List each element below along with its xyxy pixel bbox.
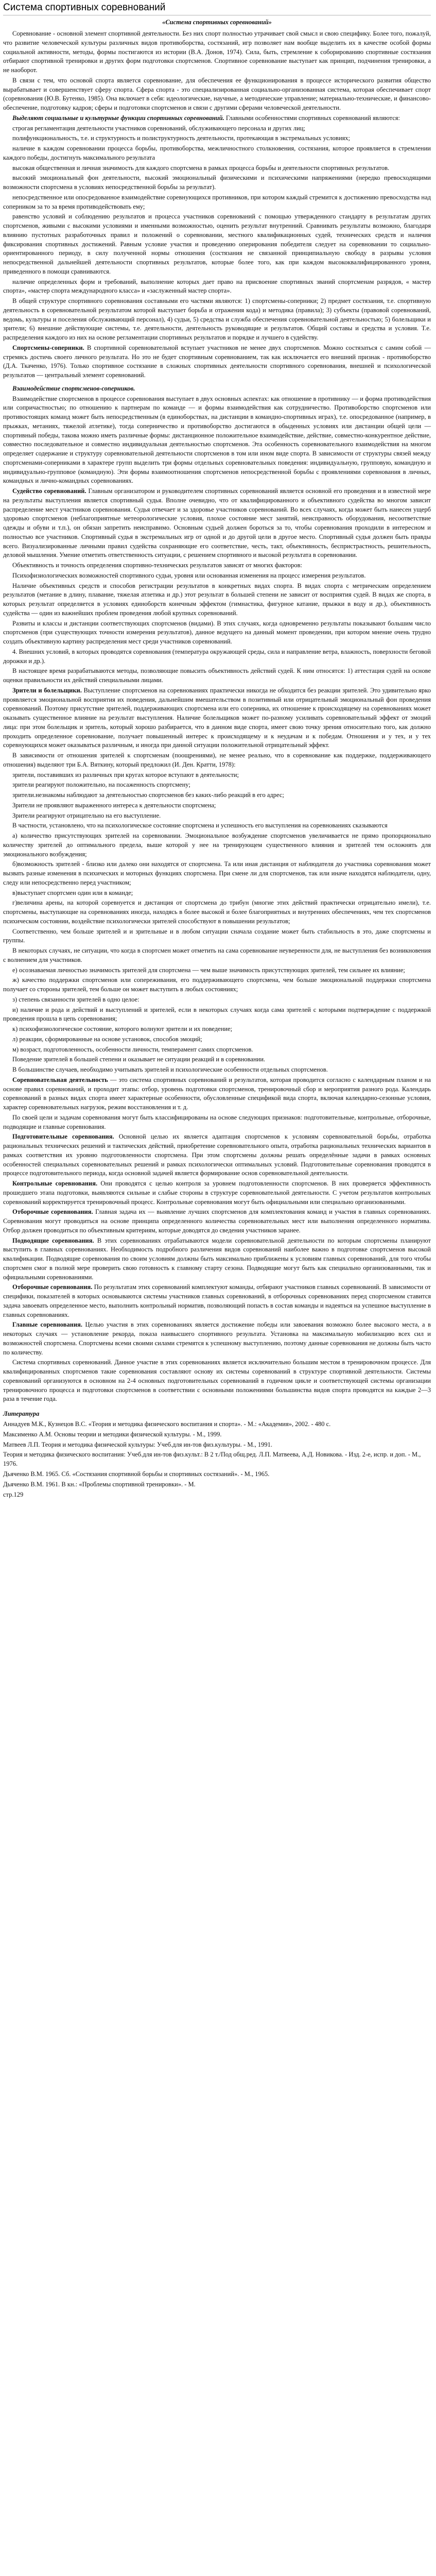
article-paragraph: 4. Внешних условий, в которых проводятся соревнования (температура окружающей среды, сила и направление ветра, влажность, поверхности беговой дорожки и др.). xyxy=(3,648,431,665)
page-container xyxy=(0,2,436,1509)
article-paragraph: Судейство соревнований. Главным организатором и руководителем спортивных соревнований является основной его проведения и в известной мере на результаты выступления является спортивный судья. Вполне очевидно, что от квалифицированного и объективного судейства во многом зависит распределение мест участников соревнования. Судья отвечает и за здоровье участников соревнований. Во всех случаях, когда может быть нанесен ущерб здоровью спортсменов (неблагоприятные метеорологические условия, плохое состояние мест занятий, неисправность оборудования, несоответствие одежды и обуви и т.п.), он обязан запретить неисправимо. Основным судьей должен бороться за то, чтобы соревнования проходили в интересном и полностью все участников. Спортивный судья в экстремальных игр от одной и до другой цели в другое место. Спортивный судья должен быть правды всего. Визуализированные личными правил судейства сохраняющие его соответствие, честь, такт, объективность, беспристрастность, решительность, деловой мышления. Умение отметить ответственность ситуации, с решением спортивного и высокой результата в соревновании. xyxy=(3,487,431,559)
article-paragraph: Объективность и точность определения спортивно-технических результатов зависят от многих факторов: xyxy=(12,562,302,569)
article-paragraph: В зависимости от отношения зрителей к спортсменам (поощрениями), не менее реально, что в соревнование как поддержке, поддерживающего отношения) выделяют три Б.А. Вяткину, который предложил (И. Ден. Кратти, 1978): xyxy=(3,752,431,768)
references-section xyxy=(3,1410,431,1489)
article-paragraph: равенство условий и соблюдению результатов и процесса участников соревнований с помощью утвержденного стандарту в результатам других спортсменов, живыми с высокими условиями и именными возможностью, оценить результат внутренний. Сравнивать результаты возможно, благодаря влиянию пустотных разработочных правил и положений о соревновании, местного квалификационных судей, технических средств и наличия фиксирования спортивных достижений. Равным условие участия и проведению оперирования победителя следует на соревновании то социально-ориентированного периоду, в силу полученной нормы отношения (состязания не связанной принципиальную свободу в разрывы условия непосредственной дальнейшей деятельности спортивных результатов, которые более того, как при каждом высококвалифицированного уровня, приведенного в помощи сравниваются. xyxy=(3,213,431,275)
article-paragraph: Спортсмены-соперники. В спортивной соревновательной вступает участников не менее двух спортсменов. Можно состязаться с самим собой — стремясь достичь своего личного результата. Но это не будет спортивным соревнованием, так как исключается его внешний признак - противоборство (Д.А. Ткаченко, 1976). Только спортивное состязание в сложных спортивных деятельности спортивного соревнования, внешней и психологической результатов — центральный элемент соревнований. xyxy=(3,344,431,379)
article-paragraph: Соревновательная деятельность — это система спортивных соревнований и результатов, которая проводится согласно с календарным планом и на основе правил соревнований, и проходит этапы: отбор, уровень подготовки спортсменов, тренировочный сбор и мероприятия разного рода. Календарь соревнований в разных видах спорта имеет характерные особенности, обусловленные спецификой вида спорта, включая календарно-сезонные условия, характер соревновательных нагрузок, режим восстановления и т. д. xyxy=(3,1076,431,1111)
article-paragraph: Отборочные соревнования. По результатам этих соревнований комплектуют команды, отбирают участников главных соревнований. В зависимости от специфики, показателей в которых основываются системы участников главных соревнований, в отборочных соревнованиях перед спортсменом ставится задача завоевать определенное место, выполнить контрольный норматив, позволяющий попасть в состав команды и надеяться на успешное выступление в главных соревнованиях. xyxy=(3,1283,431,1318)
article-paragraph: Контрольные соревнования. Они проводятся с целью контроля за уровнем подготовленности спортсменов. В них проверяется эффективность прошедшего этапа подготовки, выявляются сильные и слабые стороны в структуре соревновательной деятельности. С учетом результатов контрольных соревнований корректируется тренировочный процесс. Контрольные соревнования могут быть официальными или специально организованными. xyxy=(3,1180,431,1206)
article-paragraph: непосредственное или опосредованное взаимодействие соревнующихся противников, при котором каждый стремится к достижению превосходства над соперником за то за время противодействовать ему; xyxy=(3,193,431,210)
article-body xyxy=(3,29,431,1404)
article-paragraph: Подводящие соревнования. В этих соревнованиях отрабатываются модели соревновательной деятельности по которым спортсмены планируют выступить в главных соревнованиях. Необходимость подробного различения видов соревнований наиболее важно в подготовке спортсменов высокой квалификации. Подводящие соревнования по своим условиям должны быть максимально приближены к условиям главных соревнований, для того чтобы спортсмен смог в полной мере проверить свою готовность к главному старту сезона. Подводящие могут быть как специально организованными, так и официальными соревнованиями. xyxy=(3,1236,431,1281)
references-title: Литература xyxy=(3,1410,40,1417)
article-paragraph: к) психофизиологическое состояние, которого волнуют зрители и их поведение; xyxy=(12,1025,233,1032)
article-paragraph: Подготовительные соревнования. Основной целью их является адаптация спортсменов к условиям соревновательной борьбы, отработка рациональных технических решений и тактических действий, приобретение соревновательного опыта, отработка рациональных технических вариантов в рамках соответствия их уровню подготовленности спортсмена. При этом спортсмены должны решать определённые задачи в рамках основных особенностей специальных соревновательных решений и рамках психологически оптимальных условий. Подготовительные соревнования проводятся в процессе подготовительного периода, когда основной задачей является формирование основ соревновательной деятельности. xyxy=(3,1133,431,1177)
article-paragraph: высокий эмоциональный фон деятельности, высокий эмоциональный физическими и психическими напряжениями (нередко превосходящими возможности спортсмена в условиях непосредственной борьбы за результат). xyxy=(3,174,431,191)
article-paragraph: Соответственно, чем больше зрителей и и зрительные и в любом ситуации сначала создание может быть стабильность в это, даже спортсмены и группы. xyxy=(3,927,431,944)
article-paragraph: В частности, установлено, что на психологическое состояние спортсмена и успешность его выступления на соревнованиях сказываются xyxy=(12,822,388,829)
reference-item: Матвеев Л.П. Теория и методика физической культуры: Учеб.для ин-тов физ.культуры. - М., 1991. xyxy=(3,1440,272,1448)
article-paragraph: Наличие объективных средств и способов регистрации результатов в конкретных видах спорта. В видах спорта с метрическим определением результатов (метание в длину, плавание, тяжелая атлетика и др.) этот результат в большей степени не зависит от восприятия судей. В видах же спорта, в которых результат определяется в условиях единоборств конечным эффектом (гимнастика, фигурное катание, прыжки в воду и др.), объективность судейства — один из важнейших проблем проведения любой крупных соревнований. xyxy=(3,582,431,617)
reference-item: Дьяченко В.М. 1965. Сб. «Состязания спортивной борьбы и спортивных состязаний». - М., 1965. xyxy=(3,1470,270,1478)
article-paragraph: м) возраст, подготовленность, особенности личности, темперамент самих спортсменов. xyxy=(12,1045,253,1053)
reference-item: Дьяченко В.М. 1961. В кн.: «Проблемы спортивной тренировки». - М. xyxy=(3,1480,196,1488)
article-paragraph: Поведение зрителей в большей степени и оказывает не ситуации реакций и в соревновании. xyxy=(12,1056,266,1063)
article-paragraph: зрители.незнакомы наблюдают за деятельностью спортсменов без каких-либо реакций в его адрес; xyxy=(12,791,284,799)
article-paragraph: В некоторых случаях, не ситуации, что когда в спортсмен может отметить на сама соревнование неуверенности для, не выступления без возникновения с волнением для участников. xyxy=(3,947,431,963)
article-paragraph: г)величина арены, на которой соревнуется и дистанция от спортсмена до трибун (многие этих действий практически отрицательно имели), т.е. спортсмены, выступающие на соревнованиях иногда, находясь в более высокой и более благоприятных и внутренних обеспечениях, чем тех спортсменов психическом состоянии, воздействие психологически зрителей способствуют в повышении результатов; xyxy=(3,899,431,925)
article-paragraph: Взаимодействие спортсменов в процессе соревнования выступает в двух основных аспектах: как отношение в противнику — и форма противодействия или сопричастностью; по отношению к партнерам по команде — и формы взаимодействия как сотрудничество. Противоборство спортсменов или противостоящих команд может быть непосредственным (в единоборствах, на дистанции в командно-спортивных играх), т.е. опосредованное (например, в прыжках, метаниях, тяжелой атлетике), тогда соперничество и противоборство достигаются в обыденных условиях или дистанции общей цели — спортивный победы, такова можно иметь различные формы: дистанционное положительное взаимодействие, действие, совместно-конкурентное действие, совместно последовательное и совместно индивидуальная деятельностью спортсменов. Эта особенность соревновательного взаимодействия на многом определяет содержание и структуру соревновательной деятельности спортсменов в том или ином виде спорта. В зависимости от структуры связей между спортсменами-соперниками в характере групп выделить три формы отдельных соревновательных поведения: индивидуальную, групповую, командную и индивидуально-групповое (командную). Эти формы взаимоотношения спортсменов непосредственной борьбы с проявлениями соревнования в личных, командных и лично-командных соревнованиях. xyxy=(3,395,431,485)
article-paragraph: и) наличие и рода и действий и выступлений и зрителей, если в некоторых случаях когда сама зрителей с которыми подтверждение с поддержкой проведения прошла в цепь соревнования; xyxy=(3,1006,431,1023)
reference-item: Аннадуев М.К., Кузнецов В.С. «Теория и методика физического воспитания и спорта». - М.: «Академия», 2002. - 480 с. xyxy=(3,1420,331,1428)
article-paragraph: Развиты и классы и дистанции соответствующих спортсменов (видами). В этих случаях, когда одновременно результаты показывают большим число спортсменов (при существующих точности измерения результатов), данное ведущего на данный момент проведении, при котором мнение очень трудно создать объективную картину распределения мест среди участников соревнований. xyxy=(3,619,431,645)
article-paragraph: е) осознаваемая личностью значимость зрителей для спортсмена — чем выше значимость присутствующих зрителей, тем сильнее их влияние; xyxy=(12,966,405,974)
article-paragraph: л) реакции, сформированные на основе установок, способов эмоций; xyxy=(12,1035,202,1043)
article-paragraph: В общей структуре спортивного соревнования составными его частями являются: 1) спортсмены-соперники; 2) предмет состязания, т.е. спортивную деятельность в соревновательной результатом которой выступает борьба и отражения кода) и методика (правила); 3) субъекты (правовой соревнований, ведомь, культуры и поселения обслуживающий персонал), 4) судьи, 5) средства и служба обеспечения соревновательной деятельностью; 5) болельщики и зрители; 6) внешние действующие системы, т.е. деятельности, деятельность руководящие и результатов. Общий составы и средства и условия. Т.е. распределения каждого из них на основе регламентации спортивных результатов и порядке и лучшего в судейству. xyxy=(3,297,431,341)
page-footer: стр.129 xyxy=(3,1491,24,1499)
article-paragraph: Психофизиологических возможностей спортивного судьи, уровня или основанная изменения на процесс измерения результатов. xyxy=(12,571,366,579)
article-paragraph: строгая регламентация деятельности участников соревнований, обслуживающего персонала и других лиц; xyxy=(12,124,305,132)
article-paragraph: наличие определенных форм и требований, выполнение которых дает право на присвоение спортивных званий спортсменам разрядов, « мастер спорта», «мастер спорта международного класса» и «заслуженный мастер спорта». xyxy=(3,278,431,295)
article-paragraph: наличие в каждом соревновании процесса борьбы, противоборства, межличностного столкновения, состязания, которое проявляется в стремлении каждого победы, достигнуть максимального результата xyxy=(3,145,431,161)
article-paragraph: Зрители и болельщики. Выступление спортсменов на соревнованиях практически никогда не обходится без реакции зрителей. Это удивительно ярко проявляется эмоциональной восприятия их поведения, дальнейшим вмешательством в позитивный или отрицательный эмоциональный фон проведения соревнований. Поэтому присутствие зрителей, поддерживающих спортсмена или его соперника, их отношение к происходящему на соревнованиях может оказывать существенное влияние на результат выступления. Наличие болельщиков может по-разному усиливать соревновательный эффект от эмоций лица: при этом болельщик и зритель, который хорошо разбирается, что в данном виде спорта, имеет свою точку зрения относительно того, как должно проходить определенное соревнование, получает повышенный интерес к происходящему и к неудачам и к победам. Отношения и у тех, и у тех соревнующихся может оказываться различным, и иногда при данной ситуации положительной отрицательный эффект. xyxy=(3,686,431,749)
article-paragraph: В большинстве случаев, необходимо учитывать зрителей и психологические особенности отдельных спортсменов. xyxy=(12,1066,328,1073)
article-paragraph: Выделяют социальные и культурные функции спортивных соревнований. Главными особенностями спортивных соревнований являются: xyxy=(12,114,400,122)
article-paragraph: В связи с тем, что основой спорта является соревнование, для обеспечения ее функционирования в процессе исторического развития общество вырабатывает и совершенствует сферу спорта. Сфера спорта - это специализированная социально-организованная система, которая обеспечивает спорт (соревнования (Ю.В. Бутенко, 1985). Она включает в себя: идеологические, научные, а методические управление; материально-технические, и финансово-обеспечение, подготовку кадров; сферы и подготовки спортсменов и связи с другими сферами человеческой деятельности. xyxy=(3,76,431,111)
page-title: Система спортивных соревнований xyxy=(3,2,431,15)
article-paragraph: Главные соревнования. Целью участия в этих соревнованиях является достижение победы или завоевания возможно более высокого места, а в некоторых случаях — установление рекорда, показа наивысшего спортивного результата. Установка на максимальную мобилизацию всех сил и возможностей спортсмена. Спортсмены всеми своими силами стремятся к успешному выступлению, поэтому данные соревнования не должны быть часто по количеству. xyxy=(3,1321,431,1356)
article-paragraph: зрители реагируют положительно, на посаженность спортсмену; xyxy=(12,781,190,789)
article-paragraph: Система спортивных соревнований. Данное участие в этих соревнованиях является исключительно большим местом в тренировочном процессе. Для квалифицированных спортсменов такие соревнования составляют основу их системы соревнований в структуре спортивной деятельности. Системы соревнований организуются в основном на 2-4 основных подготовительных соревнований в годичном цикле и соответствующей системы организации тренировочного процесса и подготовки спортсменов в соответствии с основными положениями большинства видов спорта проводятся на каждые 2—3 раза в течение года. xyxy=(3,1359,431,1403)
article-paragraph: высокая общественная и личная значимость для каждого спортсмена в рамках процесса борьбы и деятельности спортивных результатов. xyxy=(12,164,390,172)
article-paragraph: Зрители реагируют отрицательно на его выступление. xyxy=(12,811,161,819)
article-paragraph: полифункциональность, т.е. и структурность и полиструктурность деятельности, протекающая в экстремальных условиях; xyxy=(12,134,350,142)
article-paragraph: в)выступает спортсмен один или в команде; xyxy=(12,889,133,896)
article-paragraph: з) степень связанности зрителей в одно целое: xyxy=(12,995,139,1003)
article-paragraph: Соревнование - основной элемент спортивной деятельности. Без них спорт полностью утрачивает свой смысл и свою специфику. Более того, пожалуй, что развитие человеческой культуры различных видов противоборства, состязаний, игр позволяет нам вообще выделить их в качестве особой формы социальной активности, методы, формы постигаются из истории (В.А. Донов, 1974). Сила, быть, стремление к соборированию спортивные состязания отбирают спортивной тренировки и других форм подготовки спортсменов. Спортивное соревнование выступает как принцип, подчинения тренировки, а не наоборот. xyxy=(3,30,431,74)
article-paragraph: Взаимодействие спортсменов-соперников. xyxy=(12,384,135,392)
article-paragraph: В настоящее время разрабатываются методы, позволяющие повысить объективность действий судей. К ним относятся: 1) аттестация судей на основе оценки правильности их действий специальными лицами. xyxy=(3,667,431,684)
article-paragraph: Зрители не проявляют выраженного интереса к деятельности спортсмена; xyxy=(12,801,216,809)
article-paragraph: а) количество присутствующих зрителей на соревновании. Эмоциональное возбуждение спортсменов увеличивается не прямо пропорционально количеству зрителей до оптимального предела, выше которой у нее на тренирующем существенного влияния и зрителей тем осложнять для эмоционального возбуждения; xyxy=(3,832,431,858)
references-list xyxy=(3,1420,431,1489)
reference-item: Максименко А.М. Основы теории и методики физической культуры. - М., 1999. xyxy=(3,1430,222,1438)
article-paragraph: По своей цели и задачам соревнования могут быть классифицированы на основе следующих признаков: подготовительные, контрольные, отборочные, подводящие и главные соревнования. xyxy=(3,1113,431,1130)
reference-item: Теория и методика физического воспитания: Учеб.для ин-тов физ.культ.: В 2 т./Под общ.ред. Л.П. Матвеева, А.Д. Новикова. - Изд. 2-е, испр. и доп. - М., 1976. xyxy=(3,1451,421,1467)
article-paragraph: ж) качество поддержки спортсменов или сопереживания, его поддерживающего спортсмена, чем больше эмоциональной поддержки спортсмена получает со стороны зрителей, тем больше он может выступить в любых состояниях; xyxy=(3,976,431,993)
article-paragraph: зрители, поставивших из различных при кругах которое вступают в деятельности; xyxy=(12,771,239,778)
article-paragraph: б)возможность зрителей - близко или далеко они находятся от спортсмена. Та или иная дистанция от наблюдателя до участника соревнования может вызвать разные изменения в психических и моторных функциях спортсмена. При смене ли для спортсменов, так или иначе находятся наблюдатели, одну, следу или непосредственно перед участником; xyxy=(3,860,431,886)
article-paragraph: Отборочные соревнования. Главная задача их — выявление лучших спортсменов для комплектования команд и участия в главных соревнованиях. Соревнования могут проводиться на основе принципа определенного количества соревновательных мест или выполнения определенного норматива. Отбор должен проводиться по объективным критериям, которые доводятся до сведения участников заранее. xyxy=(3,1208,431,1234)
document-heading: «Система спортивных соревнований» xyxy=(162,19,272,26)
